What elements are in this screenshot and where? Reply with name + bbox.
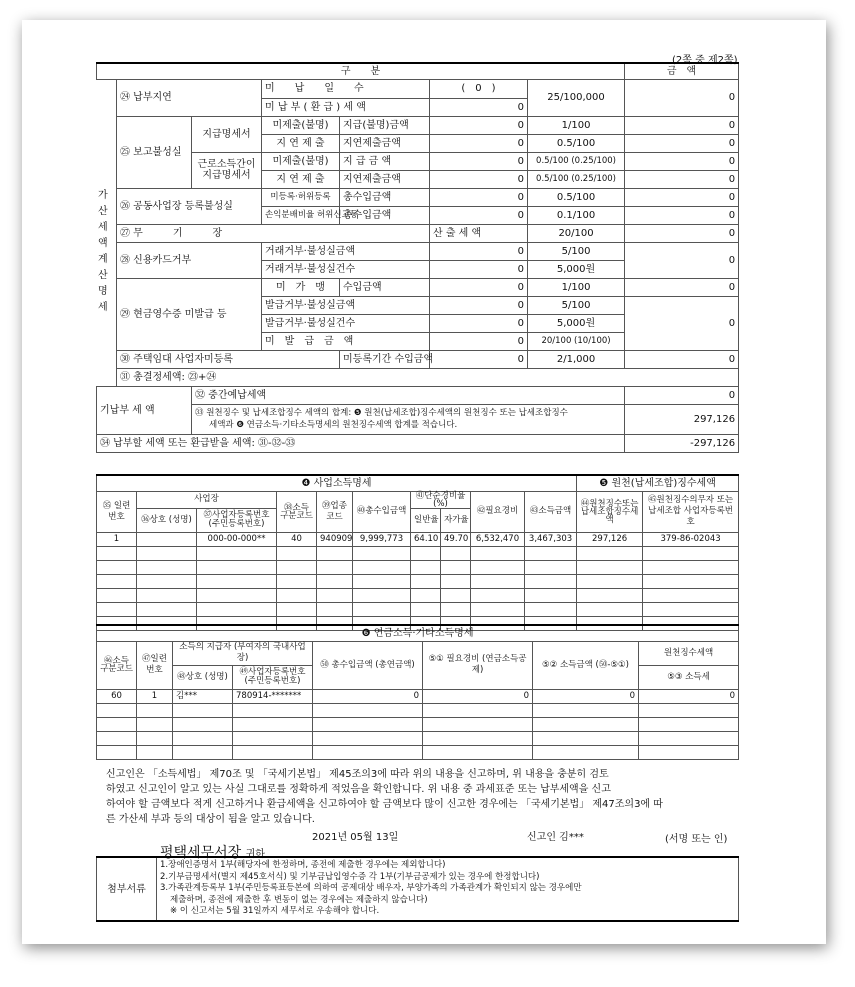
cash-merged-amount: 0 xyxy=(625,296,739,350)
bi-row-withholder: 379-86-02043 xyxy=(643,532,739,546)
pi-income-tax-head: ⑤③ 소득세 xyxy=(639,665,739,689)
pi-row-tax: 0 xyxy=(639,689,739,703)
table-row xyxy=(97,731,739,745)
attachments-table xyxy=(96,856,739,922)
nobook-label: ㉗ 무 기 장 xyxy=(117,224,430,242)
nobook-amount: 0 xyxy=(625,224,739,242)
cash-row1-base: 0 xyxy=(430,278,528,296)
bi-business-head: 사업장 xyxy=(137,491,277,508)
declaration-line-2: 하였고 신고인이 알고 있는 사실 그대로를 정확하게 적었음을 확인합니다. 위 내용 중 과세표준 또는 납부세액을 신고 xyxy=(106,784,611,795)
report-row3-rate: 0.5/100 (0.25/100) xyxy=(528,152,625,170)
declaration-text xyxy=(106,767,663,827)
pi-name-head: ㊽상호 (성명) xyxy=(173,665,233,689)
report-row2-sub: 지 연 제 출 xyxy=(262,134,340,152)
card-row1-rate: 5/100 xyxy=(528,242,625,260)
pi-row-name: 김*** xyxy=(173,689,233,703)
pi-row-serial: 1 xyxy=(137,689,173,703)
report-row1-amount: 0 xyxy=(625,116,739,134)
bi-self-head: 자가율 xyxy=(441,508,471,532)
bi-revenue-head: ㊵총수입금액 xyxy=(353,491,411,532)
penalty-table xyxy=(96,62,739,453)
nobook-rate: 20/100 xyxy=(528,224,625,242)
bi-regno-head: ㊲사업자등록번호 (주민등록번호) xyxy=(197,508,277,532)
pi-row-regno: 780914-******* xyxy=(233,689,313,703)
rental-label: ㉚ 주택임대 사업자미등록 xyxy=(117,350,340,368)
late-row1-desc: 미 납 일 수 xyxy=(262,79,430,98)
bi-type-head: ㊳소득구분코드 xyxy=(277,491,317,532)
attachment-item-1: 1.장애인증명서 1부(해당자에 한정하며, 종전에 제출한 경우에는 제외합니다) xyxy=(160,860,446,871)
attachments-label: 첨부서류 xyxy=(97,857,157,921)
page-label: (2쪽 중 제2쪽) xyxy=(672,55,738,66)
payable-amount: -297,126 xyxy=(625,434,739,452)
card-amount: 0 xyxy=(625,242,739,278)
bi-expense-head: ㊷필요경비 xyxy=(471,491,525,532)
bi-row-expense: 6,532,470 xyxy=(471,532,525,546)
card-label: ㉘ 신용카드거부 xyxy=(117,242,262,278)
cash-row1-rate: 1/100 xyxy=(528,278,625,296)
withholding-title: ❺ 원천(납세조합)징수세액 xyxy=(577,475,739,491)
report-row4-desc: 지연제출금액 xyxy=(340,170,430,188)
bi-row-industry: 940909 xyxy=(317,532,353,546)
table-row xyxy=(97,532,739,546)
cash-row2-base: 0 xyxy=(430,296,528,314)
bi-serial-head: ㉟ 일련번호 xyxy=(97,491,137,532)
late-rate: 25/100,000 xyxy=(528,79,625,116)
bi-row-revenue: 9,999,773 xyxy=(353,532,411,546)
table-row xyxy=(97,574,739,588)
bi-withholder-head: ㊺원천징수의무자 또는 납세조합 사업자등록번호 xyxy=(643,491,739,532)
attachment-item-4: 제출하며, 종전에 제출한 후 변동이 없는 경우에는 제출하지 않습니다) xyxy=(170,894,428,905)
joint-row1-base: 0 xyxy=(430,188,528,206)
joint-row1-rate: 0.5/100 xyxy=(528,188,625,206)
pi-row-expense: 0 xyxy=(423,689,533,703)
report-row1-rate: 1/100 xyxy=(528,116,625,134)
cash-row1-desc: 수입금액 xyxy=(340,278,430,296)
late-row1-paren: ( 0 ) xyxy=(430,79,528,98)
table-row xyxy=(97,602,739,616)
bi-general-head: 일반율 xyxy=(411,508,441,532)
table-row xyxy=(97,546,739,560)
card-row2-base: 0 xyxy=(430,260,528,278)
payable-label: ㉞ 납부할 세액 또는 환급받을 세액: ㉛-㉜-㉝ xyxy=(97,434,625,452)
report-row3-sub: 미제출(불명) xyxy=(262,152,340,170)
pi-type-head: ㊻소득구분코드 xyxy=(97,641,137,689)
joint-row1-sub: 미등록·허위등록 xyxy=(262,188,340,206)
bi-row-type: 40 xyxy=(277,532,317,546)
report-row1-desc: 지급(불명)금액 xyxy=(340,116,430,134)
interim-amount: 0 xyxy=(625,386,739,404)
cash-row4-rate: 20/100 (10/100) xyxy=(528,332,625,350)
cash-row3-base: 0 xyxy=(430,314,528,332)
header-category: 구 분 xyxy=(97,63,625,79)
prepaid-label: 기납부 세 액 xyxy=(97,386,192,434)
pi-tax-head: 원천징수세액 xyxy=(639,641,739,665)
signature-note: (서명 또는 인) xyxy=(665,834,728,845)
attachments-list xyxy=(157,857,739,921)
report-failure-label: ㉕ 보고불성실 xyxy=(117,116,192,188)
attachment-item-2: 2.기부금명세서(별지 제45호서식) 및 기부금납입영수증 각 1부(기부금공제가 있는 경우에 한정합니다) xyxy=(160,871,540,882)
bi-name-head: ㊱상호 (성명) xyxy=(137,508,197,532)
card-row2-sub: 거래거부·불성실건수 xyxy=(262,260,430,278)
declaration-line-4: 른 가산세 부과 등의 대상이 됨을 알고 있습니다. xyxy=(106,814,315,825)
header-amount: 금 액 xyxy=(625,63,739,79)
joint-label: ㉖ 공동사업장 등록불성실 xyxy=(117,188,262,224)
withholding-line1: ㉝ 원천징수 및 납세조합징수 세액의 합계: ❺ 원천(납세조합)징수세액의 원천징수 또는 납세조합징수 xyxy=(195,408,568,418)
declaration-line-3: 하여야 할 금액보다 적게 신고하거나 환급세액을 신고하여야 할 금액보다 많이 신고한 경우에는 「국세기본법」 제47조의3에 따 xyxy=(106,799,663,810)
report-row2-rate: 0.5/100 xyxy=(528,134,625,152)
table-row xyxy=(97,703,739,717)
bi-row-serial: 1 xyxy=(97,532,137,546)
card-row1-base: 0 xyxy=(430,242,528,260)
joint-row2-desc: 총수입금액 xyxy=(340,206,430,224)
report-group1: 지급명세서 xyxy=(192,116,262,152)
declaration-date: 2021년 05월 13일 xyxy=(312,832,399,843)
joint-row1-desc: 총수입금액 xyxy=(340,188,430,206)
tax-office-suffix: 귀하 xyxy=(245,849,265,860)
business-income-title: ❹ 사업소득명세 xyxy=(97,475,577,491)
joint-row1-amount: 0 xyxy=(625,188,739,206)
bi-row-tax: 297,126 xyxy=(577,532,643,546)
late-amount: 0 xyxy=(625,79,739,116)
declaration-line-1: 신고인은 「소득세법」 제70조 및 「국세기본법」 제45조의3에 따라 위의 내용을 신고하며, 위 내용을 충분히 검토 xyxy=(106,769,609,780)
rental-rate: 2/1,000 xyxy=(528,350,625,368)
cash-row3-sub: 발급거부·불성실건수 xyxy=(262,314,430,332)
withholding-cell xyxy=(192,404,625,434)
cash-row3-rate: 5,000원 xyxy=(528,314,625,332)
bi-tax-head: ㊹원천징수또는납세조합징수세액 xyxy=(577,491,643,532)
card-row2-rate: 5,000원 xyxy=(528,260,625,278)
cash-row2-rate: 5/100 xyxy=(528,296,625,314)
rental-amount: 0 xyxy=(625,350,739,368)
report-row1-base: 0 xyxy=(430,116,528,134)
bi-rate-head: ㊶단순경비율(%) xyxy=(411,491,471,508)
bi-row-general: 64.10 xyxy=(411,532,441,546)
pi-row-revenue: 0 xyxy=(313,689,423,703)
pi-expense-head: ⑤① 필요경비 (연금소득공제) xyxy=(423,641,533,689)
cash-label: ㉙ 현금영수증 미발급 등 xyxy=(117,278,262,350)
total-decided-label: ㉛ 총결정세액: ㉓+㉔ xyxy=(117,368,739,386)
card-row1-sub: 거래거부·불성실금액 xyxy=(262,242,430,260)
report-row4-amount: 0 xyxy=(625,170,739,188)
report-row4-base: 0 xyxy=(430,170,528,188)
bi-industry-head: ㊴업종 코드 xyxy=(317,491,353,532)
pi-row-type: 60 xyxy=(97,689,137,703)
joint-row2-sub: 손익분배비율 허위신고등 xyxy=(262,206,340,224)
report-row3-desc: 지 급 금 액 xyxy=(340,152,430,170)
report-row4-rate: 0.5/100 (0.25/100) xyxy=(528,170,625,188)
attachment-item-5: ※ 이 신고서는 5월 31일까지 세무서로 우송해야 합니다. xyxy=(170,906,380,917)
table-row xyxy=(97,717,739,731)
cash-row4-base: 0 xyxy=(430,332,528,350)
penalty-section-title: 가산세액계산명세 xyxy=(98,190,108,313)
cash-row1-amount: 0 xyxy=(625,278,739,296)
cash-row4-sub: 미 발 급 금 액 xyxy=(262,332,430,350)
pension-income-table xyxy=(96,624,739,760)
pi-income-head: ⑤② 소득금액 (㊿-⑤①) xyxy=(533,641,639,689)
pi-serial-head: ㊼일련번호 xyxy=(137,641,173,689)
pi-row-income: 0 xyxy=(533,689,639,703)
table-row xyxy=(97,745,739,759)
report-row2-desc: 지연제출금액 xyxy=(340,134,430,152)
cash-row2-sub: 발급거부·불성실금액 xyxy=(262,296,430,314)
bi-row-income: 3,467,303 xyxy=(525,532,577,546)
table-row xyxy=(97,588,739,602)
joint-row2-rate: 0.1/100 xyxy=(528,206,625,224)
business-income-table xyxy=(96,474,739,631)
pi-revenue-head: ㊿ 총수입금액 (총연금액) xyxy=(313,641,423,689)
report-row2-base: 0 xyxy=(430,134,528,152)
report-row1-sub: 미제출(불명) xyxy=(262,116,340,134)
report-row4-sub: 지 연 제 출 xyxy=(262,170,340,188)
withholding-line2: 세액과 ❻ 연금소득·기타소득명세의 원천징수세액 합계를 적습니다. xyxy=(209,420,458,430)
tax-office: 평택세무서장 xyxy=(160,845,242,861)
pension-title: ❻ 연금소득·기타소득명세 xyxy=(97,625,739,641)
table-row xyxy=(97,560,739,574)
pi-regno-head: ㊾사업자등록번호 (주민등록번호) xyxy=(233,665,313,689)
report-row2-amount: 0 xyxy=(625,134,739,152)
bi-income-head: ㊸소득금액 xyxy=(525,491,577,532)
joint-row2-amount: 0 xyxy=(625,206,739,224)
late-row2-base: 0 xyxy=(430,98,528,116)
pi-payer-head: 소득의 지급자 (부여자의 국내사업장) xyxy=(173,641,313,665)
table-row xyxy=(97,689,739,703)
late-row2-desc: 미 납 부 ( 환 급 ) 세 액 xyxy=(262,98,430,116)
reporter-name: 신고인 김*** xyxy=(527,832,584,843)
bi-row-name xyxy=(137,532,197,546)
withholding-amount: 297,126 xyxy=(625,404,739,434)
cash-row1-sub: 미 가 맹 xyxy=(262,278,340,296)
attachment-item-3: 3.가족관계등록부 1부(주민등록표등본에 의하여 공제대상 배우자, 부양가족의 가족관계가 확인되지 않는 경우에만 xyxy=(160,883,582,894)
rental-base: 0 xyxy=(430,350,528,368)
bi-row-regno: 000-00-000** xyxy=(197,532,277,546)
interim-label: ㉜ 중간예납세액 xyxy=(192,386,625,404)
report-row3-amount: 0 xyxy=(625,152,739,170)
nobook-desc: 산 출 세 액 xyxy=(430,224,528,242)
report-group2: 근로소득간이지급명세서 xyxy=(192,152,262,188)
document-sheet xyxy=(22,20,826,944)
report-row3-base: 0 xyxy=(430,152,528,170)
late-payment-label: ㉔ 납부지연 xyxy=(117,79,262,116)
bi-row-self: 49.70 xyxy=(441,532,471,546)
rental-desc: 미등록기간 수입금액 xyxy=(340,350,430,368)
joint-row2-base: 0 xyxy=(430,206,528,224)
